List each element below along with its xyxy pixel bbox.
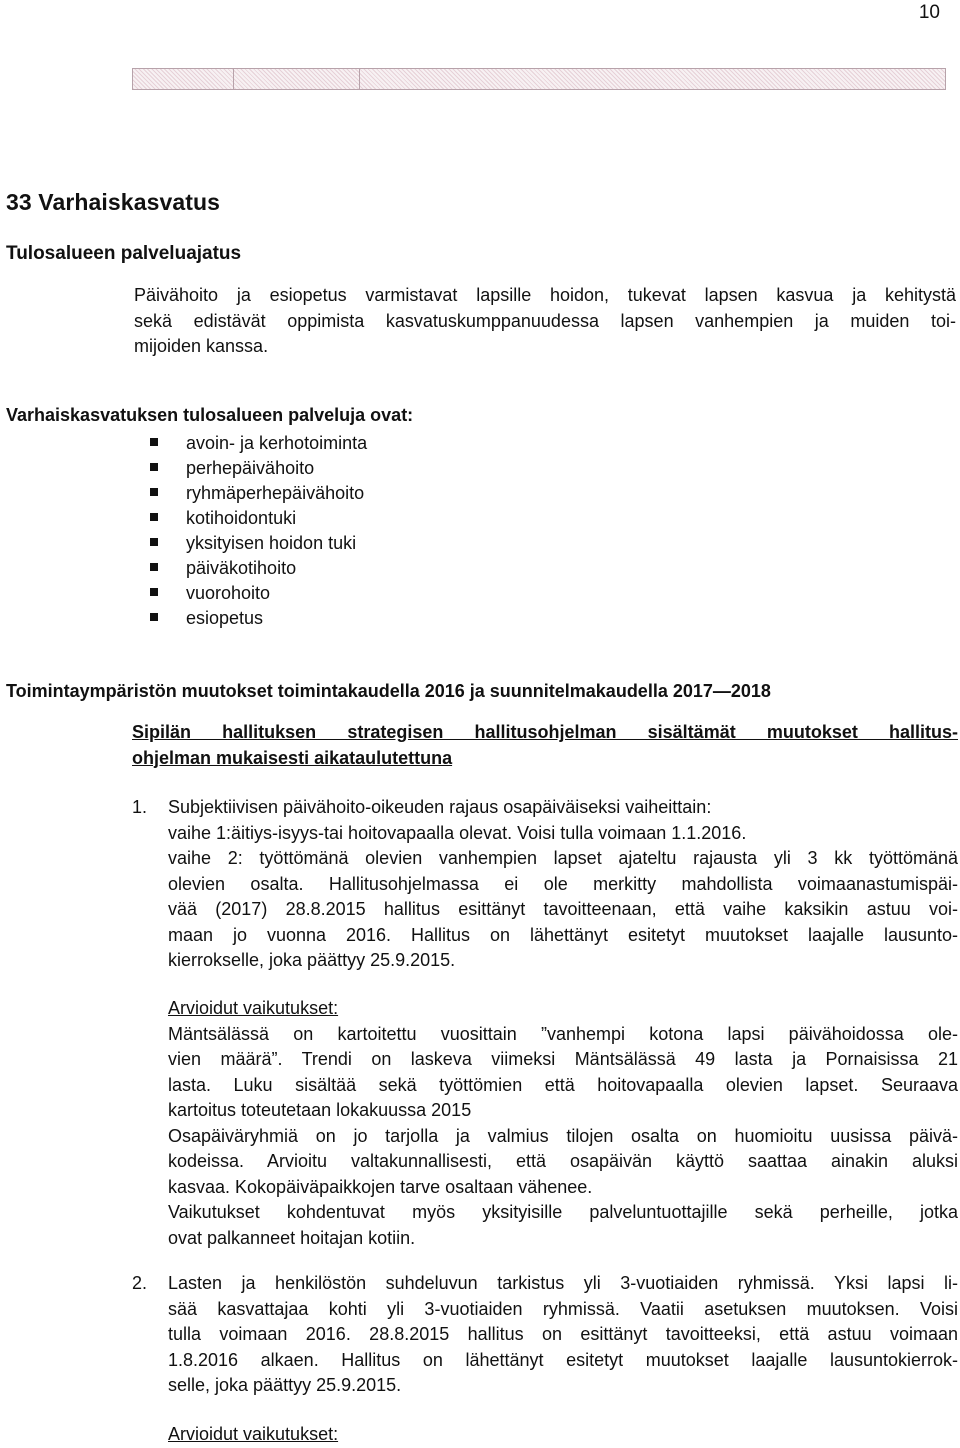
item-1-line: olevien osalta. Hallitusohjelmassa ei ole merkitty mahdollista voimaanastumispäi- (168, 873, 958, 894)
mission-heading: Tulosalueen palveluajatus (6, 243, 242, 264)
subheading-line: ohjelman mukaisesti aikataulutettuna (132, 747, 453, 768)
item-1-line: vaihe 1:äitiys-isyys-tai hoitovapaalla olevat. Voisi tulla voimaan 1.1.2016. (168, 822, 747, 843)
item-number: 2. (132, 1273, 148, 1293)
square-bullet-icon (150, 613, 158, 621)
header-table-divider (233, 69, 234, 89)
mission-paragraph (134, 283, 956, 360)
list-item: vuorohoito (150, 581, 367, 606)
effects-label: Arvioidut vaikutukset: (168, 998, 339, 1018)
item-1-line: vaihe 2: työttömänä olevien vanhempien lapset ajateltu rajausta yli 3 kk työttömänä (168, 848, 958, 868)
item-number: 1. (132, 797, 148, 817)
mission-line: Päivähoito ja esiopetus varmistavat lapsille hoidon, tukevat lapsen kasvua ja kehitystä (134, 285, 956, 305)
header-table-divider (359, 69, 360, 89)
effects-line: lasta. Luku sisältää sekä työttömien että hoitovapaalla olevien lapset. Seuraava (168, 1074, 958, 1095)
list-item: kotihoidontuki (150, 506, 367, 531)
list-item: esiopetus (150, 606, 367, 631)
effects-line: Mäntsälässä on kartoitettu vuosittain ”vanhempi kotona lapsi päivähoidossa ole- (168, 1023, 958, 1044)
square-bullet-icon (150, 438, 158, 446)
list-item: yksityisen hoidon tuki (150, 531, 367, 556)
square-bullet-icon (150, 488, 158, 496)
item-2-text (168, 1271, 958, 1399)
square-bullet-icon (150, 538, 158, 546)
effects-line: Osapäiväryhmiä on jo tarjolla ja valmius tilojen osalta on huomioitu uusissa päivä- (168, 1125, 958, 1146)
changes-heading: Toimintaympäristön muutokset toimintakaudella 2016 ja suunnitelmakaudella 2017—2018 (6, 681, 771, 701)
item-2-line: sää kasvattajaa kohti yli 3-vuotiaiden ryhmissä. Vaatii asetuksen muutoksen. Voisi (168, 1298, 958, 1319)
list-item: perhepäivähoito (150, 456, 367, 481)
services-heading: Varhaiskasvatuksen tulosalueen palveluja ovat: (6, 405, 414, 425)
item-1-line: vää (2017) 28.8.2015 hallitus esittänyt tavoitteenaan, että vaihe kaksikin astuu voi- (168, 899, 958, 919)
government-program-subheading (132, 720, 958, 771)
square-bullet-icon (150, 463, 158, 471)
header-table (132, 68, 946, 90)
effects-line: Vaikutukset kohdentuvat myös yksityisille palveluntuottajille sekä perheille, jotka (168, 1202, 958, 1222)
item-2-line: 1.8.2016 alkaen. Hallitus on lähettänyt esitetyt muutokset laajalle lausuntokierrok- (168, 1349, 958, 1370)
square-bullet-icon (150, 563, 158, 571)
item-2-line: Lasten ja henkilöstön suhdeluvun tarkistus yli 3-vuotiaiden ryhmissä. Yksi lapsi li- (168, 1273, 958, 1293)
list-item: ryhmäperhepäivähoito (150, 481, 367, 506)
list-item: avoin- ja kerhotoiminta (150, 431, 367, 456)
item-1-line: Subjektiivisen päivähoito-oikeuden rajaus osapäiväiseksi vaiheittain: (168, 797, 712, 817)
mission-line: mijoiden kanssa. (134, 336, 269, 356)
mission-line: sekä edistävät oppimista kasvatuskumppanuudessa lapsen vanhempien ja muiden toi- (134, 310, 956, 331)
item-1-line: kierrokselle, joka päättyy 25.9.2015. (168, 950, 456, 970)
effects-label: Arvioidut vaikutukset: (168, 1424, 339, 1444)
item-1-line: maan jo vuonna 2016. Hallitus on lähettänyt esitetyt muutokset laajalle lausunto- (168, 924, 958, 945)
square-bullet-icon (150, 588, 158, 596)
section-title: 33 Varhaiskasvatus (6, 189, 221, 215)
item-2-effects (168, 1422, 958, 1448)
services-list (150, 431, 367, 631)
item-2-line: tulla voimaan 2016. 28.8.2015 hallitus on esittänyt tavoitteeksi, että astuu voimaan (168, 1324, 958, 1344)
effects-line: kasvaa. Kokopäiväpaikkojen tarve osaltaan vähenee. (168, 1176, 593, 1197)
item-1-text (168, 795, 958, 974)
page-number: 10 (918, 2, 940, 23)
effects-line: kartoitus toteutetaan lokakuussa 2015 (168, 1100, 472, 1120)
list-item: päiväkotihoito (150, 556, 367, 581)
item-1-effects (168, 996, 958, 1251)
square-bullet-icon (150, 513, 158, 521)
subheading-line: Sipilän hallituksen strategisen hallitusohjelman sisältämät muutokset hallitus- (132, 722, 958, 742)
item-2-line: selle, joka päättyy 25.9.2015. (168, 1375, 402, 1395)
effects-line: kodeissa. Arvioitu valtakunnallisesti, että osapäivän käyttö saattaa ainakin aluksi (168, 1151, 958, 1171)
effects-line: ovat palkanneet hoitajan kotiin. (168, 1227, 416, 1248)
effects-line: vien määrä”. Trendi on laskeva viimeksi Mäntsälässä 49 lasta ja Pornaisissa 21 (168, 1049, 958, 1069)
